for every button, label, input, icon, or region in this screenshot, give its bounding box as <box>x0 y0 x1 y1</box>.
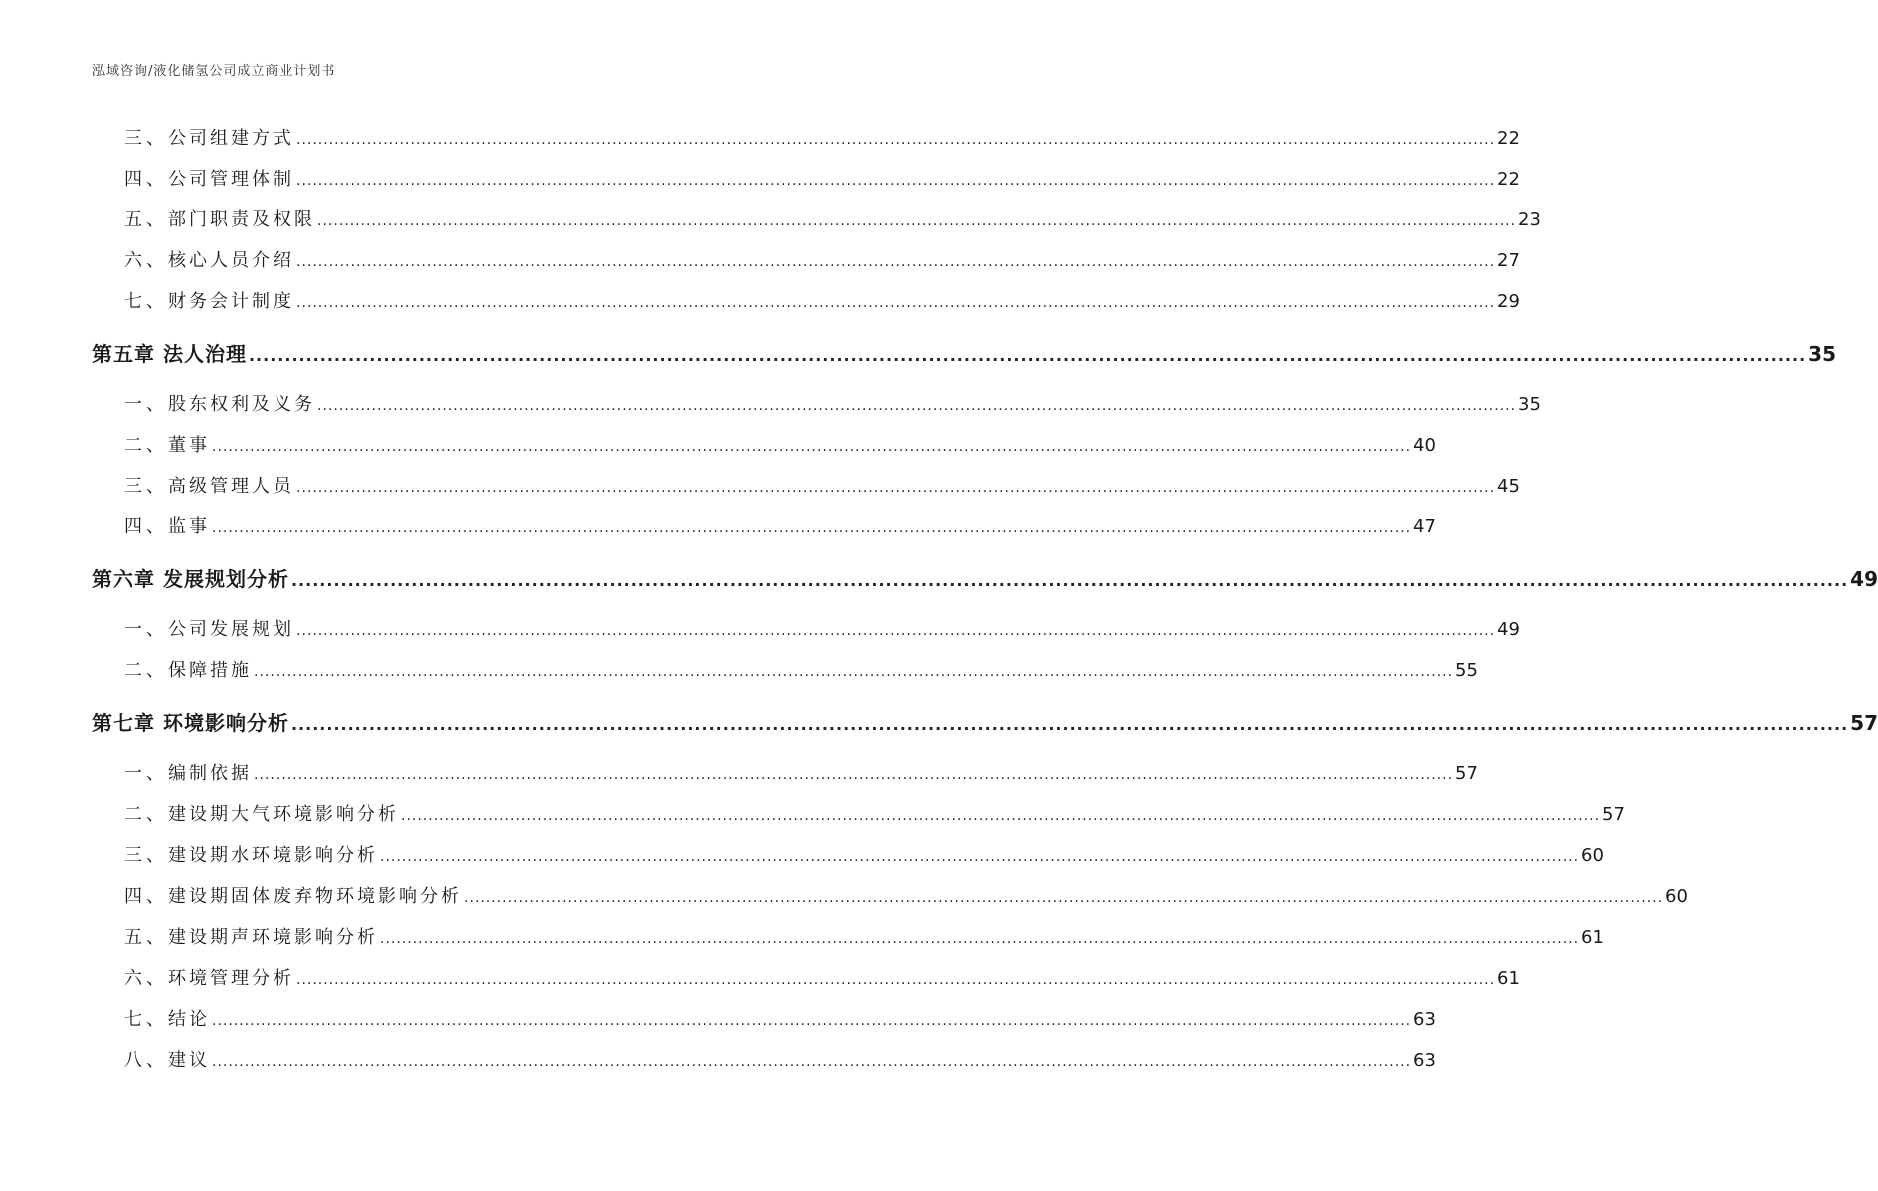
toc-title: 股东权利及义务 <box>168 394 315 415</box>
toc-page: 61 <box>1497 968 1520 989</box>
toc-title: 建议 <box>168 1050 210 1071</box>
toc-leader: ............................................................................................................................................................................................................................ <box>212 520 1412 536</box>
toc-page: 27 <box>1497 250 1520 271</box>
toc-title: 财务会计制度 <box>168 291 294 312</box>
toc-chapter-entry[interactable] <box>92 707 1878 735</box>
toc-entry[interactable] <box>92 431 1436 457</box>
toc-title: 结论 <box>168 1009 210 1030</box>
toc-entry[interactable] <box>92 124 1520 150</box>
toc-leader: ............................................................................................................................................................................................................................ <box>290 715 1849 734</box>
toc-page: 40 <box>1413 435 1436 456</box>
toc-number: 八、 <box>124 1050 168 1071</box>
toc-leader: ............................................................................................................................................................................................................................ <box>296 254 1496 270</box>
toc-number: 六、 <box>124 250 168 271</box>
toc-number: 七、 <box>124 1009 168 1030</box>
toc-title: 核心人员介绍 <box>168 250 294 271</box>
toc-leader: ............................................................................................................................................................................................................................ <box>380 849 1580 865</box>
toc-page: 22 <box>1497 169 1520 190</box>
toc-title: 建设期固体废弃物环境影响分析 <box>168 886 462 907</box>
toc-number: 二、 <box>124 804 168 825</box>
toc-number: 四、 <box>124 886 168 907</box>
toc-leader: ............................................................................................................................................................................................................................ <box>296 480 1496 496</box>
toc-page: 29 <box>1497 291 1520 312</box>
toc-page: 57 <box>1602 804 1625 825</box>
toc-leader: ............................................................................................................................................................................................................................ <box>296 173 1496 189</box>
toc-leader: ............................................................................................................................................................................................................................ <box>212 1054 1412 1070</box>
toc-title: 建设期声环境影响分析 <box>168 927 378 948</box>
toc-page: 22 <box>1497 128 1520 149</box>
toc-entry[interactable] <box>92 841 1604 867</box>
toc-entry[interactable] <box>92 512 1436 538</box>
toc-entry[interactable] <box>92 882 1688 908</box>
toc-number: 三、 <box>124 845 168 866</box>
toc-entry[interactable] <box>92 246 1520 272</box>
toc-title: 部门职责及权限 <box>168 209 315 230</box>
toc-entry[interactable] <box>92 800 1625 826</box>
toc-leader: ............................................................................................................................................................................................................................ <box>296 132 1496 148</box>
toc-page: 60 <box>1581 845 1604 866</box>
toc-title: 建设期水环境影响分析 <box>168 845 378 866</box>
toc-number: 一、 <box>124 619 168 640</box>
toc-leader: ............................................................................................................................................................................................................................ <box>401 808 1601 824</box>
toc-number: 五、 <box>124 927 168 948</box>
toc-leader: ............................................................................................................................................................................................................................ <box>296 295 1496 311</box>
toc-number: 二、 <box>124 660 168 681</box>
toc-entry[interactable] <box>92 656 1478 682</box>
toc-entry[interactable] <box>92 615 1520 641</box>
toc-entry[interactable] <box>92 205 1541 231</box>
toc-page: 63 <box>1413 1009 1436 1030</box>
toc-number: 三、 <box>124 128 168 149</box>
toc-title: 公司发展规划 <box>168 619 294 640</box>
toc-number: 五、 <box>124 209 168 230</box>
toc-chapter-entry[interactable] <box>92 338 1836 366</box>
toc-page: 60 <box>1665 886 1688 907</box>
toc-title: 环境管理分析 <box>168 968 294 989</box>
toc-entry[interactable] <box>92 1005 1436 1031</box>
toc-number: 四、 <box>124 516 168 537</box>
toc-number: 二、 <box>124 435 168 456</box>
toc-leader: ............................................................................................................................................................................................................................ <box>380 931 1580 947</box>
toc-title: 董事 <box>168 435 210 456</box>
toc-leader: ............................................................................................................................................................................................................................ <box>254 767 1454 783</box>
toc-page: 47 <box>1413 516 1436 537</box>
toc-leader: ............................................................................................................................................................................................................................ <box>296 972 1496 988</box>
toc-number: 六、 <box>124 968 168 989</box>
toc-page: 49 <box>1497 619 1520 640</box>
toc-number: 三、 <box>124 476 168 497</box>
toc-page: 55 <box>1455 660 1478 681</box>
toc-entry[interactable] <box>92 287 1520 313</box>
toc-title: 监事 <box>168 516 210 537</box>
toc-leader: ............................................................................................................................................................................................................................ <box>296 623 1496 639</box>
toc-entry[interactable] <box>92 923 1604 949</box>
toc-title: 高级管理人员 <box>168 476 294 497</box>
page-header: 泓域咨询/液化储氢公司成立商业计划书 <box>92 64 336 79</box>
toc-entry[interactable] <box>92 472 1520 498</box>
toc-entry[interactable] <box>92 165 1520 191</box>
toc-entry[interactable] <box>92 759 1478 785</box>
toc-page: 63 <box>1413 1050 1436 1071</box>
toc-page: 35 <box>1808 342 1836 366</box>
toc-title: 保障措施 <box>168 660 252 681</box>
toc-number: 四、 <box>124 169 168 190</box>
toc-chapter-entry[interactable] <box>92 563 1878 591</box>
toc-leader: ............................................................................................................................................................................................................................ <box>464 890 1664 906</box>
toc-title: 第五章 法人治理 <box>92 342 247 366</box>
toc-leader: ............................................................................................................................................................................................................................ <box>212 439 1412 455</box>
toc-title: 公司管理体制 <box>168 169 294 190</box>
toc-title: 第六章 发展规划分析 <box>92 567 289 591</box>
toc-leader: ............................................................................................................................................................................................................................ <box>212 1013 1412 1029</box>
toc-title: 公司组建方式 <box>168 128 294 149</box>
toc-entry[interactable] <box>92 390 1541 416</box>
toc-page: 57 <box>1850 711 1878 735</box>
toc-leader: ............................................................................................................................................................................................................................ <box>317 213 1517 229</box>
toc-leader: ............................................................................................................................................................................................................................ <box>248 346 1807 365</box>
toc-leader: ............................................................................................................................................................................................................................ <box>290 571 1849 590</box>
toc-title: 编制依据 <box>168 763 252 784</box>
toc-page: 57 <box>1455 763 1478 784</box>
toc-leader: ............................................................................................................................................................................................................................ <box>254 664 1454 680</box>
toc-number: 一、 <box>124 763 168 784</box>
toc-entry[interactable] <box>92 964 1520 990</box>
toc-page: 61 <box>1581 927 1604 948</box>
toc-page: 45 <box>1497 476 1520 497</box>
toc-page: 35 <box>1518 394 1541 415</box>
toc-page: 23 <box>1518 209 1541 230</box>
toc-title: 第七章 环境影响分析 <box>92 711 289 735</box>
toc-leader: ............................................................................................................................................................................................................................ <box>317 398 1517 414</box>
toc-entry[interactable] <box>92 1046 1436 1072</box>
toc-title: 建设期大气环境影响分析 <box>168 804 399 825</box>
toc-page: 49 <box>1850 567 1878 591</box>
toc-number: 七、 <box>124 291 168 312</box>
toc-number: 一、 <box>124 394 168 415</box>
